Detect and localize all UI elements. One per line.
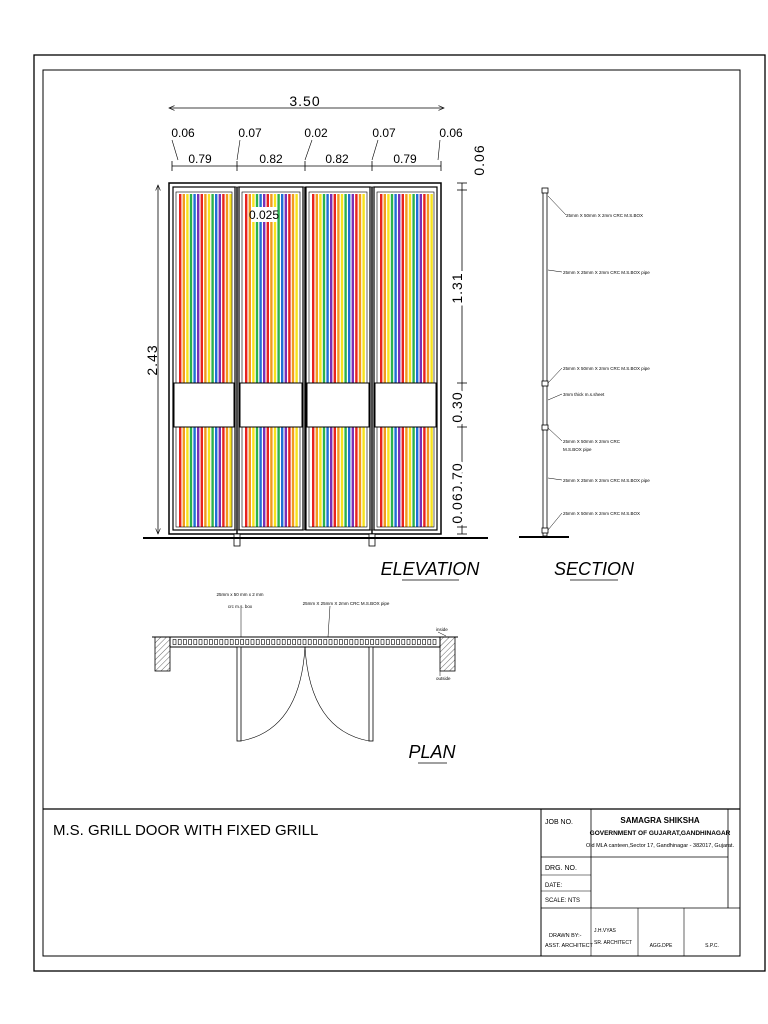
grill-bar [295, 427, 297, 527]
grill-bar [387, 427, 389, 527]
grill-bar [263, 194, 265, 383]
grill-bar [312, 427, 314, 527]
grill-bar [215, 194, 217, 383]
grill-bar [197, 194, 199, 383]
plan-grill-box [391, 640, 394, 645]
grill-bar [226, 427, 228, 527]
grill-bar [222, 194, 224, 383]
dim-right-4: 0.70 [449, 462, 465, 494]
grill-bar [409, 427, 411, 527]
drawing-title: M.S. GRILL DOOR WITH FIXED GRILL [53, 822, 319, 839]
grill-bar [323, 194, 325, 383]
section-label-4: 3mm thick m.s.sheet [563, 392, 605, 397]
grill-bar [190, 427, 192, 527]
elevation-drawing [143, 93, 488, 580]
dim-right-3: 0.30 [449, 391, 465, 423]
grill-bar [245, 427, 247, 527]
grill-bar [394, 194, 396, 383]
grill-bar [249, 194, 251, 383]
grill-bar [326, 427, 328, 527]
grill-bar [412, 194, 414, 383]
label-job-no: JOB NO. [545, 819, 574, 826]
plan-grill-box [433, 640, 436, 645]
grill-bar [295, 194, 297, 383]
plan-grill-box [428, 640, 431, 645]
grill-bar [362, 427, 364, 527]
grill-bar [204, 427, 206, 527]
plan-label-left-2: crc m.s. box [227, 604, 253, 609]
grill-bar [186, 194, 188, 383]
grill-bar [281, 427, 283, 527]
grill-bar [270, 194, 272, 383]
caption-section: SECTION [553, 559, 635, 579]
plan-grill-box [183, 640, 186, 645]
grill-bar [416, 194, 418, 383]
label-date: DATE: [545, 883, 563, 889]
grill-bar [252, 427, 254, 527]
grill-bar [277, 194, 279, 383]
caption-elevation: ELEVATION [380, 559, 480, 579]
grill-bar [341, 194, 343, 383]
plan-grill-box [360, 640, 363, 645]
grill-bar [270, 427, 272, 527]
grill-bar [208, 194, 210, 383]
dim-panel-1: 0.79 [188, 152, 212, 166]
plan-grill-box [204, 640, 207, 645]
grill-bar [197, 427, 199, 527]
grill-bar [208, 427, 210, 527]
dim-gap-4: 0.07 [372, 126, 396, 140]
dim-panel-3: 0.82 [325, 152, 349, 166]
grill-bar [267, 427, 269, 527]
grill-bar [267, 194, 269, 383]
sign-1: AGG.DPE [649, 943, 673, 949]
grill-bar [334, 427, 336, 527]
grill-bar [348, 427, 350, 527]
dim-right-1: 0.06 [471, 144, 487, 176]
grill-bar [179, 194, 181, 383]
grill-bar [420, 194, 422, 383]
section-drawing [519, 188, 650, 580]
plan-grill-box [194, 640, 197, 645]
grill-bar [183, 194, 185, 383]
plan-grill-box [423, 640, 426, 645]
grill-bar [288, 427, 290, 527]
org-government: GOVERNMENT OF GUJARAT,GANDHINAGAR [589, 830, 731, 837]
grill-bar [256, 427, 258, 527]
grill-bar [222, 427, 224, 527]
plan-grill-boxes [173, 640, 436, 645]
grill-bar [398, 194, 400, 383]
grill-bar [423, 427, 425, 527]
grill-bar [288, 194, 290, 383]
grill-bar [277, 427, 279, 527]
grill-bar [319, 194, 321, 383]
grill-bar [201, 427, 203, 527]
grill-bar [316, 194, 318, 383]
grill-bar [355, 427, 357, 527]
plan-grill-box [173, 640, 176, 645]
plan-grill-box [246, 640, 249, 645]
plan-grill-box [417, 640, 420, 645]
section-label-1: 25mm X 50mm X 2mm CRC M.S.BOX [566, 213, 644, 218]
grill-bar [337, 427, 339, 527]
grill-bar [215, 427, 217, 527]
section-label-6: M.S.BOX pipe [563, 447, 592, 452]
grill-bar [292, 427, 294, 527]
plan-grill-box [376, 640, 379, 645]
grill-bar [274, 194, 276, 383]
org-address: Old MLA canteen,Sector 17, Gandhinagar - 382017, Gujarat. [586, 843, 734, 849]
section-label-5: 25mm X 50mm X 2mm CRC [563, 439, 621, 444]
label-scale: SCALE: [545, 898, 567, 904]
grill-bar [391, 427, 393, 527]
caption-plan: PLAN [408, 742, 456, 762]
plan-grill-box [178, 640, 181, 645]
plan-label-mid: 25mm X 25mm X 2mm CRC M.S.BOX pipe [302, 601, 390, 606]
grill-bar [344, 194, 346, 383]
grill-bar [409, 194, 411, 383]
grill-bar [190, 194, 192, 383]
grill-bar [405, 194, 407, 383]
drawn-name: J.H.VYAS [594, 928, 616, 934]
grill-bar [201, 194, 203, 383]
grill-bar [219, 427, 221, 527]
grill-bar [402, 194, 404, 383]
grill-bar [416, 427, 418, 527]
grill-bar [427, 427, 429, 527]
plan-grill-box [277, 640, 280, 645]
plan-grill-box [402, 640, 405, 645]
plan-grill-box [199, 640, 202, 645]
plan-grill-box [371, 640, 374, 645]
plan-grill-box [308, 640, 311, 645]
title-block [43, 809, 740, 956]
grill-bar [229, 427, 231, 527]
grill-bar [292, 194, 294, 383]
section-label-2: 25mm X 25mm X 2mm CRC M.S.BOX pipe [563, 270, 650, 275]
grill-bar [229, 194, 231, 383]
plan-grill-box [282, 640, 285, 645]
grill-bar [394, 427, 396, 527]
plan-grill-box [319, 640, 322, 645]
grill-bar [430, 194, 432, 383]
grill-bar [274, 427, 276, 527]
grill-bar [312, 194, 314, 383]
label-drg-no: DRG. NO. [545, 865, 577, 872]
grill-bar [423, 194, 425, 383]
plan-grill-box [230, 640, 233, 645]
dim-panel-4: 0.79 [393, 152, 417, 166]
plan-grill-box [215, 640, 218, 645]
grill-bar [352, 194, 354, 383]
grill-bar [359, 194, 361, 383]
grill-bar [412, 427, 414, 527]
plan-grill-box [407, 640, 410, 645]
grill-bar [193, 194, 195, 383]
label-asst-architect: ASST. ARCHITECT [545, 943, 593, 949]
org-name: SAMAGRA SHIKSHA [620, 816, 700, 825]
plan-drawing [152, 592, 458, 763]
dim-overall-width: 3.50 [289, 93, 321, 109]
grill-bar [352, 427, 354, 527]
grill-bar [256, 194, 258, 383]
plan-grill-box [235, 640, 238, 645]
dim-gap-5: 0.06 [439, 126, 463, 140]
grill-bar [281, 194, 283, 383]
section-label-3: 25mm X 50mm X 2mm CRC M.S.BOX pipe [563, 366, 650, 371]
grill-bar [420, 427, 422, 527]
grill-bar [326, 194, 328, 383]
plan-grill-box [386, 640, 389, 645]
grill-bar [334, 194, 336, 383]
grill-bar [193, 427, 195, 527]
grill-bar [337, 194, 339, 383]
plan-label-left-1: 25mm x 50 mm x 2 mm [216, 592, 264, 597]
dim-overall-height: 2.43 [144, 344, 160, 376]
plan-grill-box [261, 640, 264, 645]
grill-bar [323, 427, 325, 527]
grill-bar [319, 427, 321, 527]
grill-bar [384, 427, 386, 527]
scale-value: NTS [568, 898, 580, 904]
dim-gap-3: 0.02 [304, 126, 328, 140]
grill-bar [285, 194, 287, 383]
dim-right-5: 0.06 [449, 492, 465, 524]
section-label-8: 25mm X 50mm X 2mm CRC M.S.BOX [563, 511, 641, 516]
grill-bar [330, 194, 332, 383]
grill-bar [398, 427, 400, 527]
grill-bar [430, 427, 432, 527]
plan-grill-box [303, 640, 306, 645]
grill-bar [348, 194, 350, 383]
grill-bar [362, 194, 364, 383]
sign-2: S.P.C. [705, 943, 719, 949]
grill-bar [405, 427, 407, 527]
plan-grill-box [225, 640, 228, 645]
grill-bar [387, 194, 389, 383]
grill-bar [245, 194, 247, 383]
label-drawn-by: DRAWN BY:- [549, 933, 582, 939]
grill-bar [249, 427, 251, 527]
grill-bar [263, 427, 265, 527]
grill-bar [316, 427, 318, 527]
dim-gap-1: 0.06 [171, 126, 195, 140]
grill-bar [355, 194, 357, 383]
grill-bar [402, 427, 404, 527]
grill-bar [344, 427, 346, 527]
plan-grill-box [241, 640, 244, 645]
dim-gap-2: 0.07 [238, 126, 262, 140]
label-sr-architect: SR. ARCHITECT [594, 940, 633, 946]
grill-bar [391, 194, 393, 383]
grill-bar [183, 427, 185, 527]
grill-bar [226, 194, 228, 383]
grill-bar [204, 194, 206, 383]
plan-grill-box [397, 640, 400, 645]
plan-grill-box [381, 640, 384, 645]
plan-grill-box [293, 640, 296, 645]
plan-grill-box [329, 640, 332, 645]
plan-grill-box [355, 640, 358, 645]
plan-grill-box [324, 640, 327, 645]
section-label-7: 25mm X 25mm X 2mm CRC M.S.BOX pipe [563, 478, 650, 483]
plan-grill-box [365, 640, 368, 645]
plan-grill-box [267, 640, 270, 645]
plan-grill-box [220, 640, 223, 645]
grill-bar [359, 427, 361, 527]
dim-inner: 0.025 [248, 208, 280, 222]
grill-bar [259, 427, 261, 527]
plan-grill-box [209, 640, 212, 645]
plan-label-outside: outside [436, 676, 451, 681]
grill-bar [427, 194, 429, 383]
plan-grill-box [298, 640, 301, 645]
grill-bar [380, 194, 382, 383]
grill-bar [259, 194, 261, 383]
grill-bar [179, 427, 181, 527]
grill-bar [211, 427, 213, 527]
grill-bar [219, 194, 221, 383]
plan-grill-box [272, 640, 275, 645]
plan-grill-box [313, 640, 316, 645]
plan-grill-box [412, 640, 415, 645]
grill-bar [330, 427, 332, 527]
plan-grill-box [287, 640, 290, 645]
plan-grill-box [251, 640, 254, 645]
grill-bar [285, 427, 287, 527]
grill-bar [380, 427, 382, 527]
dim-panel-2: 0.82 [259, 152, 283, 166]
grill-bar [186, 427, 188, 527]
plan-grill-box [189, 640, 192, 645]
grill-bar [211, 194, 213, 383]
grill-bar [252, 194, 254, 383]
plan-grill-box [256, 640, 259, 645]
plan-label-inside: inside [436, 627, 448, 632]
plan-grill-box [350, 640, 353, 645]
grill-bar [384, 194, 386, 383]
dim-right-2: 1.31 [449, 272, 465, 304]
plan-grill-box [334, 640, 337, 645]
plan-grill-box [339, 640, 342, 645]
grill-bar [341, 427, 343, 527]
plan-grill-box [345, 640, 348, 645]
